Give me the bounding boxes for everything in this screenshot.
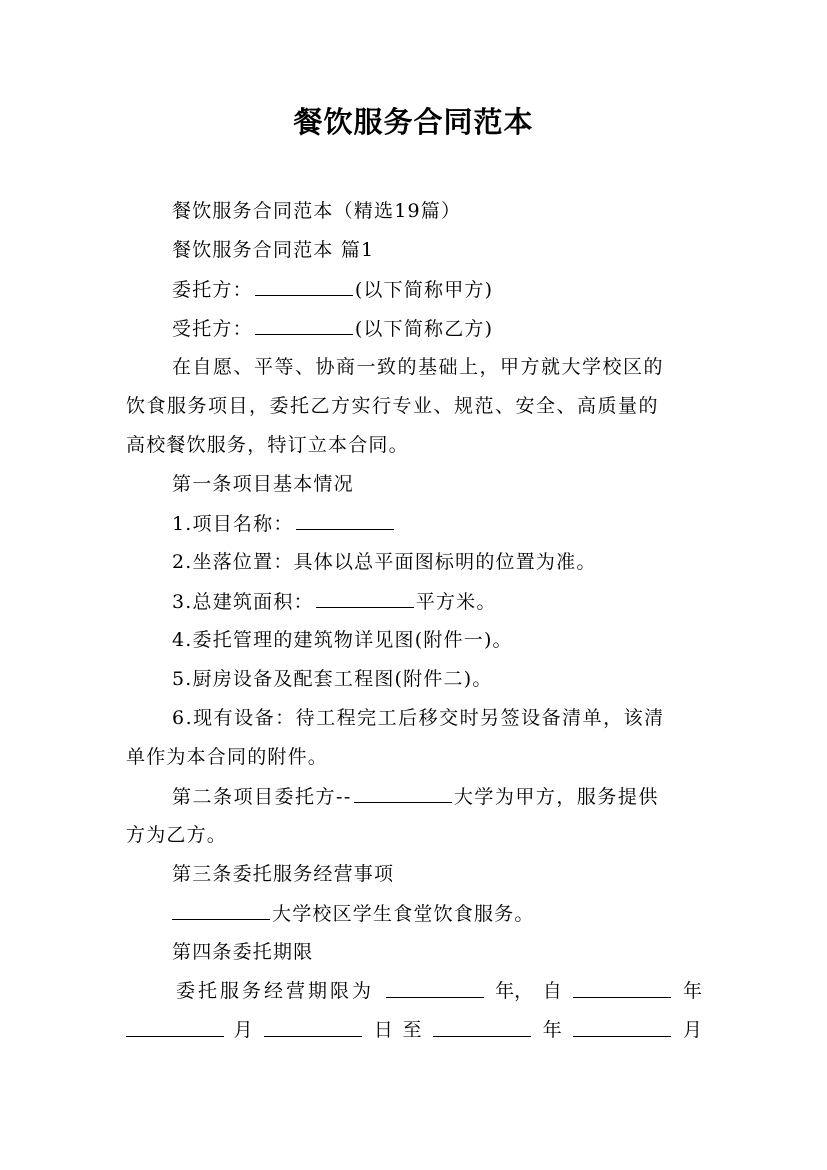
blank-field[interactable] [573, 979, 671, 998]
blank-field[interactable] [264, 1018, 362, 1037]
blank-field[interactable] [296, 511, 394, 530]
intro-paragraph-line: 在自愿、平等、协商一致的基础上，甲方就大学校区的 [172, 356, 665, 378]
article-1-heading: 第一条项目基本情况 [172, 473, 354, 495]
item-2-line: 2.坐落位置：具体以总平面图标明的位置为准。 [172, 551, 597, 573]
term-label: 委托服务经营期限为 [176, 980, 375, 1002]
chapter-heading: 餐饮服务合同范本 篇1 [172, 239, 375, 261]
article-3-text: 大学校区学生食堂饮食服务。 [272, 903, 535, 925]
article-2-prefix: 第二条项目委托方-- [172, 786, 352, 808]
to-label: 至 [402, 1019, 422, 1041]
item-3-label: 3.总建筑面积： [172, 591, 314, 613]
article-2-line [172, 784, 702, 809]
item-3-line [172, 589, 702, 614]
month-unit: 月 [233, 1019, 253, 1041]
blank-field[interactable] [354, 784, 452, 803]
day-unit: 日 [373, 1019, 393, 1041]
blank-field[interactable] [433, 1018, 531, 1037]
party-b-note: (以下简称乙方) [354, 318, 494, 340]
document-title: 餐饮服务合同范本 [293, 105, 534, 139]
blank-field[interactable] [386, 979, 484, 998]
article-3-heading: 第三条委托服务经营事项 [172, 863, 395, 885]
item-6-line: 6.现有设备：待工程完工后移交时另签设备清单，该清 [172, 707, 665, 729]
item-3-unit: 平方米。 [415, 591, 497, 613]
party-b-line [172, 316, 702, 341]
from-label: 自 [542, 980, 562, 1002]
article-4-line-2 [126, 1018, 702, 1042]
article-2-suffix: 大学为甲方，服务提供 [453, 786, 659, 808]
blank-field[interactable] [255, 316, 353, 335]
party-a-label: 委托方： [172, 279, 253, 301]
party-a-line [172, 277, 702, 302]
item-4-line: 4.委托管理的建筑物详见图(附件一)。 [172, 629, 513, 651]
article-4-heading: 第四条委托期限 [172, 941, 314, 963]
blank-field[interactable] [126, 1018, 224, 1037]
blank-field[interactable] [573, 1018, 671, 1037]
article-4-line-1 [176, 979, 702, 1003]
blank-field[interactable] [316, 589, 414, 608]
article-3-text-line [172, 901, 702, 926]
article-2-continuation: 方为乙方。 [126, 824, 228, 846]
party-b-label: 受托方： [172, 318, 253, 340]
blank-field[interactable] [172, 901, 270, 920]
item-1-line [172, 511, 702, 536]
intro-paragraph-line: 饮食服务项目，委托乙方实行专业、规范、安全、高质量的 [126, 395, 660, 417]
item-6-continuation: 单作为本合同的附件。 [126, 746, 329, 768]
year-unit: 年 [542, 1019, 562, 1041]
year-unit: 年 [682, 980, 702, 1002]
item-5-line: 5.厨房设备及配套工程图(附件二)。 [172, 668, 493, 690]
blank-field[interactable] [255, 277, 353, 296]
item-1-label: 1.项目名称： [172, 513, 294, 535]
month-unit: 月 [682, 1019, 702, 1041]
subtitle: 餐饮服务合同范本（精选19篇） [172, 200, 462, 222]
intro-paragraph-line: 高校餐饮服务，特订立本合同。 [126, 434, 409, 456]
year-unit: 年， [495, 980, 534, 1002]
party-a-note: (以下简称甲方) [354, 279, 494, 301]
